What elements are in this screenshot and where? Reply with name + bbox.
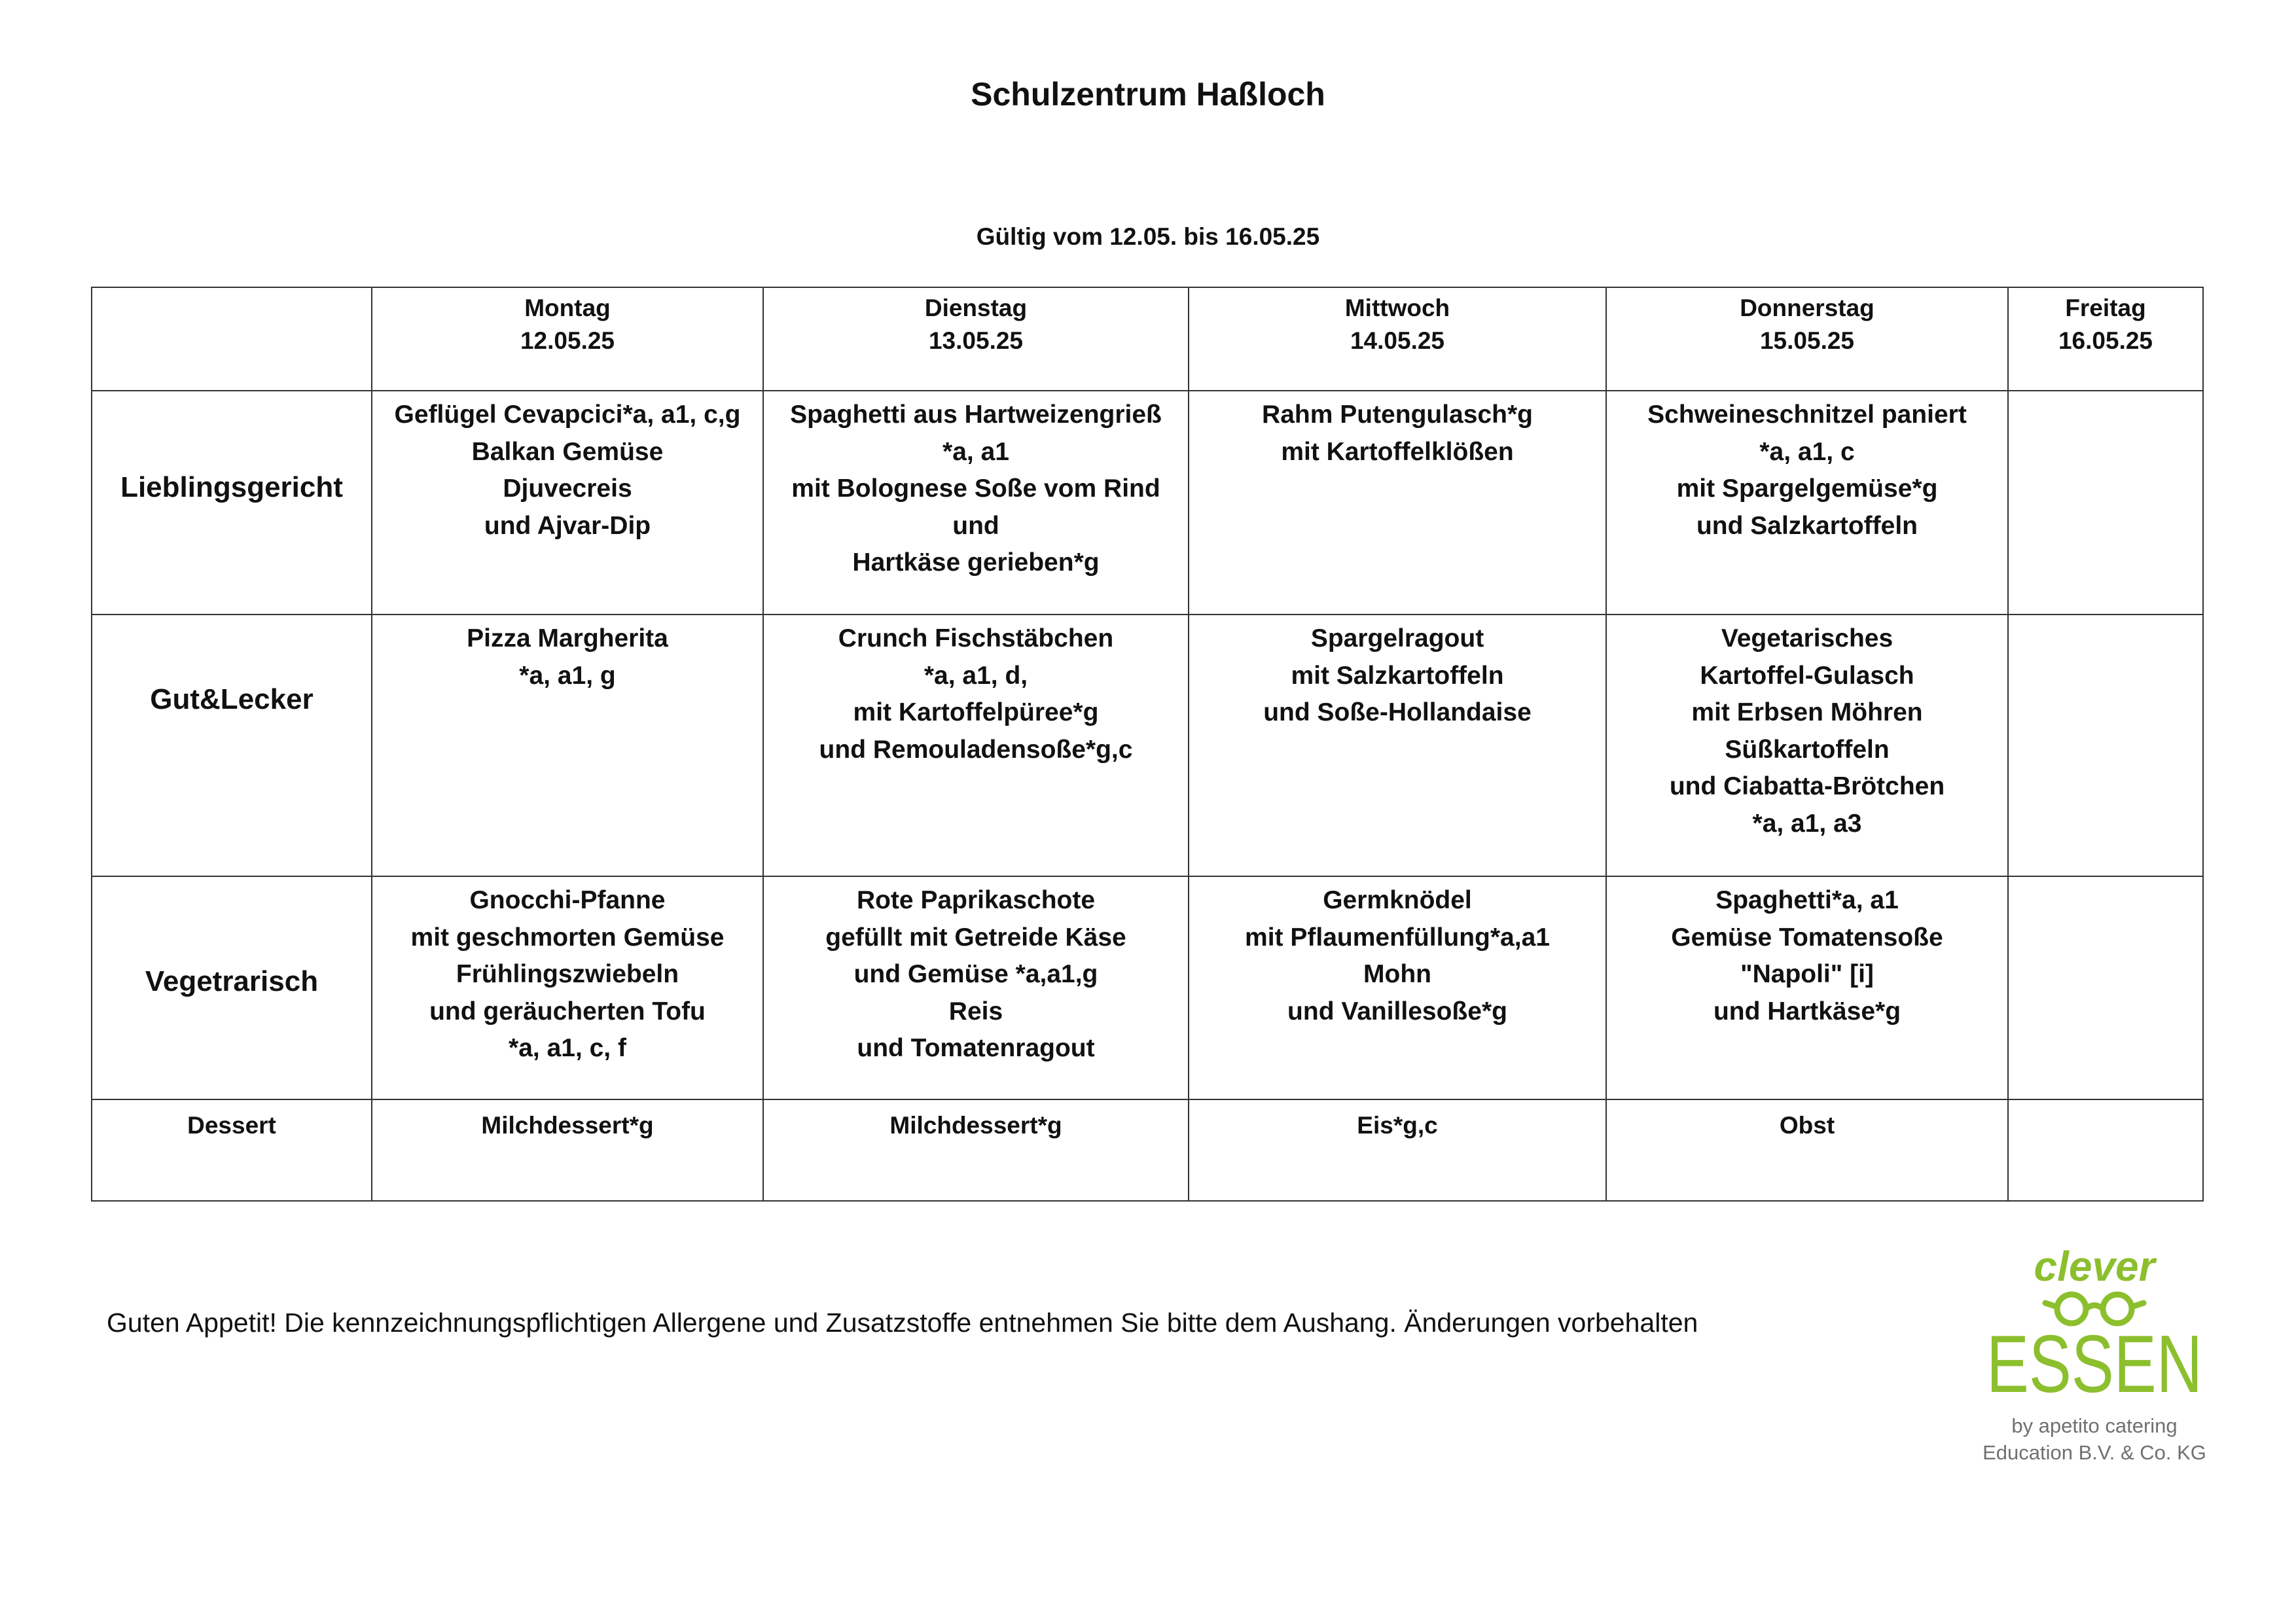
menu-row-vegetarisch <box>92 876 2203 1099</box>
dish-line: Rote Paprikaschote <box>856 886 1096 914</box>
row-label: Gut&Lecker <box>92 615 372 876</box>
dish-cell-freitag <box>2008 876 2203 1099</box>
dish-line: Djuvecreis <box>503 474 632 503</box>
dish-cell-dienstag <box>763 876 1189 1099</box>
dish-line: mit geschmorten Gemüse <box>410 923 725 952</box>
dish-cell-donnerstag <box>1606 615 2008 876</box>
dish-line: Pizza Margherita <box>467 624 668 652</box>
dish-cell-mittwoch <box>1189 876 1606 1099</box>
dish-line: *a, a1 <box>942 437 1009 466</box>
dish-cell-mittwoch <box>1189 391 1606 615</box>
dish-cell-donnerstag <box>1606 876 2008 1099</box>
dish-line: Frühlingszwiebeln <box>456 960 679 988</box>
dish-line: Eis*g,c <box>1357 1112 1438 1139</box>
dish-line: und Salzkartoffeln <box>1696 511 1918 540</box>
dish-line: Spaghetti aus Hartweizengrieß <box>790 401 1162 429</box>
dish-line: und <box>952 511 999 540</box>
dish-cell-donnerstag <box>1606 391 2008 615</box>
day-name: Freitag <box>2065 294 2146 321</box>
dish-line: Milchdessert*g <box>481 1112 654 1139</box>
row-label: Lieblingsgericht <box>92 391 372 615</box>
day-name: Dienstag <box>924 294 1028 321</box>
dish-line: und Soße-Hollandaise <box>1263 698 1532 726</box>
dish-line: Rahm Putengulasch*g <box>1262 401 1533 429</box>
dish-line: mit Salzkartoffeln <box>1291 661 1504 690</box>
footer-note: Guten Appetit! Die kennzeichnungspflichtigen Allergene und Zusatzstoffe entnehmen Sie bitte dem Aushang. Änderungen vorbehalten <box>107 1308 1698 1338</box>
dish-line: Schweineschnitzel paniert <box>1647 401 1967 429</box>
dish-line: Obst <box>1779 1112 1835 1139</box>
dish-cell-freitag <box>2008 1099 2203 1201</box>
dish-line: mit Kartoffelpüree*g <box>853 698 1099 726</box>
dish-line: mit Bolognese Soße vom Rind <box>791 474 1160 503</box>
dish-line: und Remouladensoße*g,c <box>819 735 1133 764</box>
header-row <box>92 287 2203 391</box>
dish-cell-montag <box>372 391 763 615</box>
dish-line: Milchdessert*g <box>889 1112 1062 1139</box>
day-date: 15.05.25 <box>1759 327 1855 354</box>
day-header-dienstag <box>763 287 1189 391</box>
dish-line: und Ajvar-Dip <box>484 511 651 540</box>
day-header-mittwoch <box>1189 287 1606 391</box>
dish-cell-dienstag <box>763 615 1189 876</box>
day-name: Montag <box>524 294 611 321</box>
row-label: Vegetrarisch <box>92 876 372 1099</box>
dish-cell-montag <box>372 876 763 1099</box>
dish-line: Geflügel Cevapcici*a, a1, c,g <box>394 401 741 429</box>
menu-row-gut-lecker <box>92 615 2203 876</box>
dish-line: mit Kartoffelklößen <box>1281 437 1514 466</box>
menu-row-dessert <box>92 1099 2203 1201</box>
dish-line: Vegetarisches <box>1721 624 1893 652</box>
dish-line: gefüllt mit Getreide Käse <box>825 923 1126 952</box>
dish-line: Balkan Gemüse <box>471 437 664 466</box>
day-header-montag <box>372 287 763 391</box>
day-date: 12.05.25 <box>520 327 615 354</box>
day-header-freitag <box>2008 287 2203 391</box>
dish-line: Gemüse Tomatensoße <box>1671 923 1943 952</box>
dish-line: Reis <box>948 997 1003 1026</box>
dish-line: und Ciabatta-Brötchen <box>1669 772 1945 800</box>
page-title: Schulzentrum Haßloch <box>971 76 1325 113</box>
dish-line: *a, a1, d, <box>924 661 1028 690</box>
dish-line: *a, a1, c <box>1759 437 1855 466</box>
row-label: Dessert <box>92 1099 372 1201</box>
dish-line: Gnocchi-Pfanne <box>469 886 666 914</box>
dish-cell-freitag <box>2008 615 2203 876</box>
dish-line: *a, a1, a3 <box>1752 809 1862 838</box>
dish-line: Spargelragout <box>1310 624 1484 652</box>
day-date: 14.05.25 <box>1350 327 1445 354</box>
dish-line: "Napoli" [i] <box>1740 960 1874 988</box>
dish-line: *a, a1, c, f <box>509 1034 626 1062</box>
menu-table <box>91 287 2204 1202</box>
day-header-donnerstag <box>1606 287 2008 391</box>
day-name: Mittwoch <box>1344 294 1450 321</box>
corner-cell <box>92 287 372 391</box>
logo-byline-1: by apetito catering <box>2011 1414 2178 1437</box>
dish-line: Kartoffel-Gulasch <box>1700 661 1914 690</box>
dish-cell-dienstag <box>763 1099 1189 1201</box>
dish-cell-dienstag <box>763 391 1189 615</box>
logo-word-clever: clever <box>2034 1243 2155 1290</box>
day-date: 13.05.25 <box>928 327 1024 354</box>
dish-line: Mohn <box>1363 960 1431 988</box>
dish-line: Crunch Fischstäbchen <box>838 624 1114 652</box>
menu-row-lieblingsgericht <box>92 391 2203 615</box>
validity-period: Gültig vom 12.05. bis 16.05.25 <box>976 223 1320 250</box>
dish-cell-mittwoch <box>1189 615 1606 876</box>
dish-cell-freitag <box>2008 391 2203 615</box>
dish-line: Süßkartoffeln <box>1725 735 1890 764</box>
day-name: Donnerstag <box>1740 294 1874 321</box>
dish-line: und Vanillesoße*g <box>1287 997 1507 1026</box>
dish-line: mit Pflaumenfüllung*a,a1 <box>1245 923 1550 952</box>
dish-line: mit Erbsen Möhren <box>1691 698 1923 726</box>
dish-cell-montag <box>372 1099 763 1201</box>
dish-line: und Tomatenragout <box>857 1034 1095 1062</box>
dish-line: mit Spargelgemüse*g <box>1676 474 1938 503</box>
dish-line: Spaghetti*a, a1 <box>1715 886 1899 914</box>
dish-cell-montag <box>372 615 763 876</box>
day-date: 16.05.25 <box>2058 327 2153 354</box>
dish-line: *a, a1, g <box>519 661 616 690</box>
dish-cell-donnerstag <box>1606 1099 2008 1201</box>
dish-line: Germknödel <box>1323 886 1472 914</box>
dish-cell-mittwoch <box>1189 1099 1606 1201</box>
logo-word-essen: ESSEN <box>1986 1319 2202 1410</box>
dish-line: Hartkäse gerieben*g <box>852 548 1100 577</box>
dish-line: und Gemüse *a,a1,g <box>853 960 1098 988</box>
dish-line: und geräucherten Tofu <box>429 997 706 1026</box>
dish-line: und Hartkäse*g <box>1713 997 1901 1026</box>
logo-byline-2: Education B.V. & Co. KG <box>1982 1441 2206 1464</box>
